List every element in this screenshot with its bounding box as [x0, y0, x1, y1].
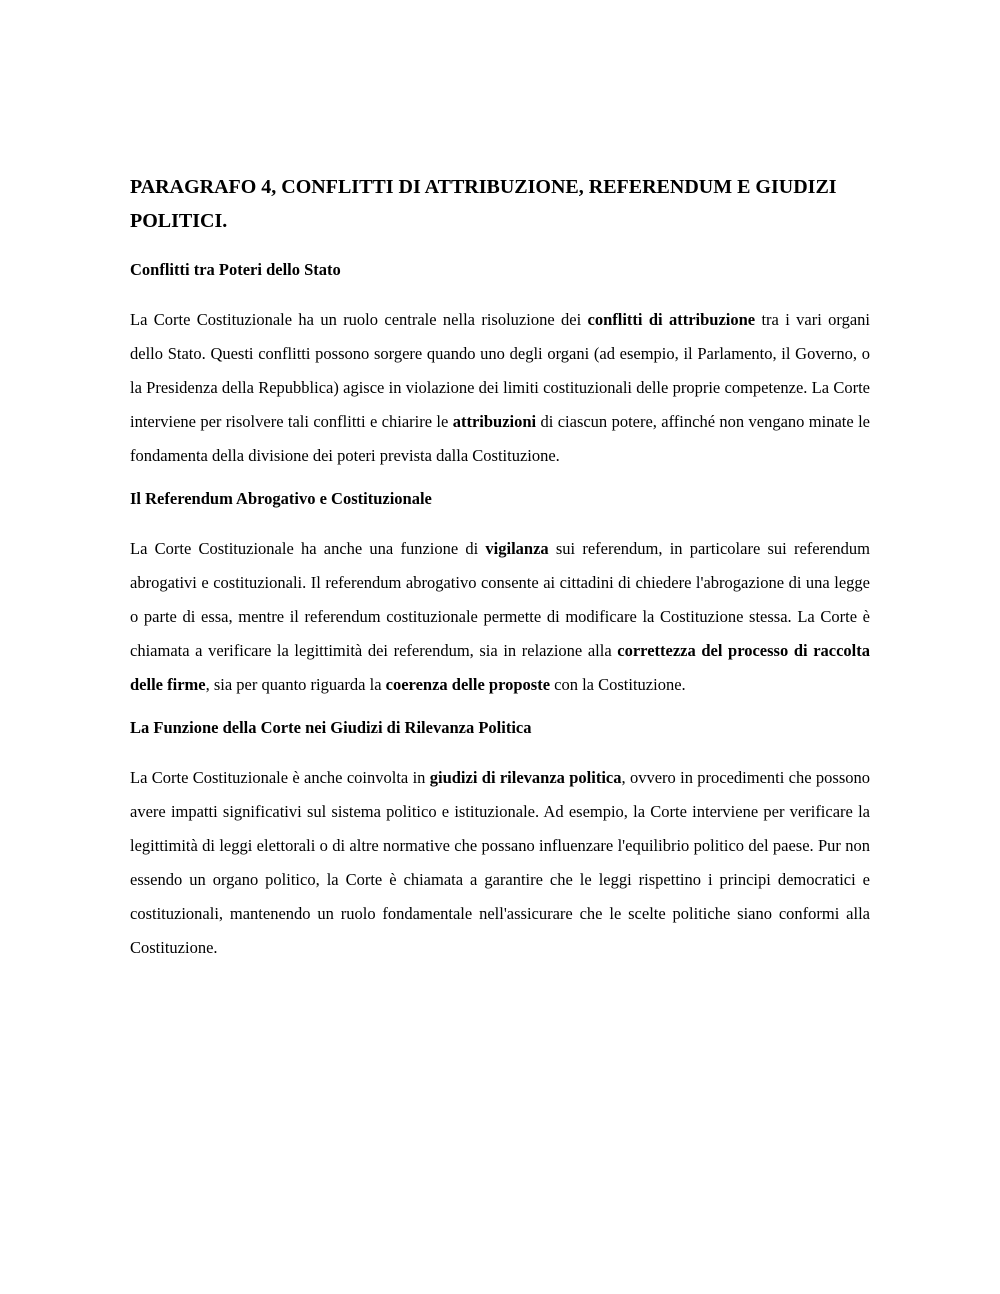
bold-text-run: coerenza delle proposte: [385, 675, 551, 694]
bold-text-run: correttezza del processo di raccolta delle firme: [130, 641, 870, 694]
text-run: sui referendum, in particolare sui referendum abrogativi e costituzionali. Il referendum abrogativo consente ai cittadini di chiedere l'abrogazione di una legge o parte di essa, mentre il referendum costituzionale permette di modificare la Costituzione stessa. La Corte è chiamata a verificare la legittimità dei referendum, sia in relazione alla: [130, 539, 870, 660]
section-giudizi-politici: [130, 717, 870, 965]
text-run: , sia per quanto riguarda la: [205, 675, 386, 694]
bold-text-run: attribuzioni: [452, 412, 537, 431]
text-run: La Corte Costituzionale ha anche una funzione di: [130, 539, 486, 558]
document-title: PARAGRAFO 4, CONFLITTI DI ATTRIBUZIONE, REFERENDUM E GIUDIZI POLITICI.: [130, 176, 837, 232]
section-conflitti: [130, 259, 870, 473]
text-run: con la Costituzione.: [550, 675, 686, 694]
section-heading: Il Referendum Abrogativo e Costituzionale: [130, 489, 432, 508]
bold-text-run: giudizi di rilevanza politica: [429, 768, 622, 787]
text-run: tra i vari organi dello Stato. Questi conflitti possono sorgere quando uno degli organi (ad esempio, il Parlamento, il Governo, o la Presidenza della Repubblica) agisce in violazione dei limiti costituzionali delle proprie competenze. La Corte interviene per risolvere tali conflitti e chiarire le: [130, 310, 871, 431]
bold-text-run: conflitti di attribuzione: [587, 310, 756, 329]
section-paragraph: [130, 532, 870, 702]
text-run: , ovvero in procedimenti che possono avere impatti significativi sul sistema politico e istituzionale. Ad esempio, la Corte interviene per verificare la legittimità di leggi elettorali o di altre normative che possano influenzare l'equilibrio politico del paese. Pur non essendo un organo politico, la Corte è chiamata a garantire che le leggi rispettino i principi democratici e costituzionali, mantenendo un ruolo fondamentale nell'assicurare che le scelte politiche siano conformi alla Costituzione.: [130, 768, 871, 957]
text-run: La Corte Costituzionale ha un ruolo centrale nella risoluzione dei: [130, 310, 588, 329]
section-heading: La Funzione della Corte nei Giudizi di Rilevanza Politica: [130, 718, 532, 737]
bold-text-run: vigilanza: [485, 539, 549, 558]
text-run: di ciascun potere, affinché non vengano minate le fondamenta della divisione dei poteri prevista dalla Costituzione.: [130, 412, 870, 465]
text-run: La Corte Costituzionale è anche coinvolta in: [130, 768, 430, 787]
section-paragraph: [130, 303, 870, 473]
section-paragraph: [130, 761, 870, 965]
section-heading: Conflitti tra Poteri dello Stato: [130, 260, 341, 279]
section-referendum: [130, 488, 870, 702]
document-page: [130, 170, 870, 980]
